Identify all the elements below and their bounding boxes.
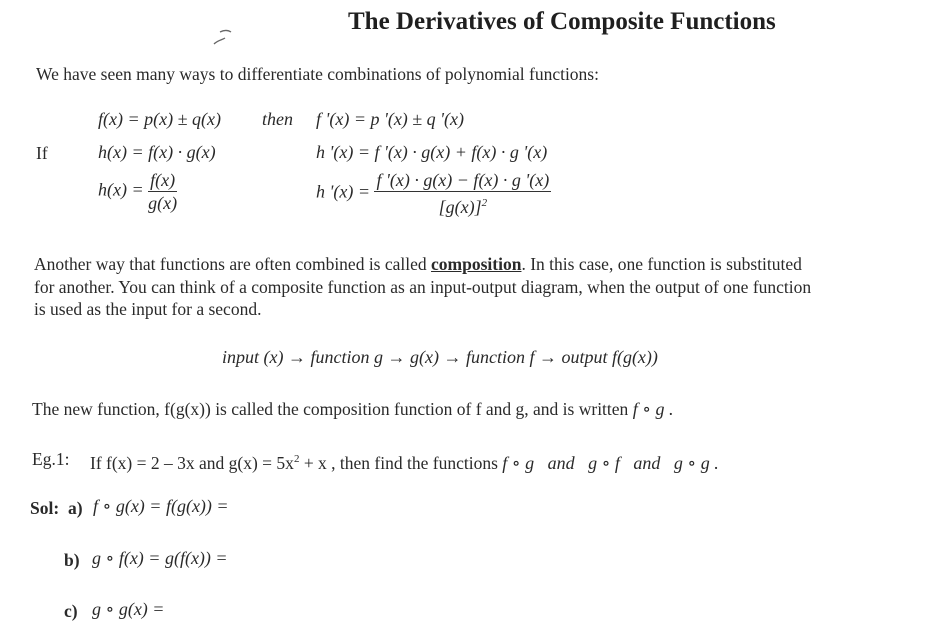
solution-part-c-letter: c) [64, 601, 78, 621]
new-function-description: The new function, f(g(x)) is called the composition function of f and g, and is written [32, 399, 633, 419]
rule-sum-derivative: f '(x) = p '(x) ± q '(x) [316, 109, 465, 129]
quotient-deriv-den-exponent: 2 [481, 197, 488, 209]
solution-part-b-letter: b) [64, 550, 80, 570]
rule-then-connector: then [262, 109, 293, 129]
rules-if-label: If [36, 143, 48, 163]
rule-product-derivative: h '(x) = f '(x) · g(x) + f(x) · g '(x) [316, 142, 548, 162]
rule-quotient-given [98, 170, 177, 213]
example-text-a: If f(x) = 2 – 3x and g(x) = 5x [90, 452, 294, 473]
quotient-given-lhs: h(x) = [98, 179, 144, 200]
composition-term: composition [431, 254, 522, 274]
composition-intro-text: Another way that functions are often combined is called [34, 254, 432, 274]
page-title: The Derivatives of Composite Functions [348, 8, 776, 35]
quotient-deriv-denominator [439, 192, 488, 217]
quotient-deriv-den-base: [g(x)] [438, 197, 482, 217]
composition-line-1 [34, 253, 802, 276]
solution-part-c-expr: g ∘ g(x) = [92, 599, 165, 619]
example-statement [90, 448, 719, 475]
solution-label: Sol: [30, 498, 60, 518]
rule-quotient-derivative [316, 170, 551, 217]
rule-product-given: h(x) = f(x) · g(x) [98, 142, 216, 162]
rule-sum-given: f(x) = p(x) ± q(x) [98, 109, 221, 129]
quotient-given-fraction [148, 170, 177, 213]
input-output-diagram: input (x) → function g → g(x) → function f → output f(g(x)) [222, 347, 658, 367]
quotient-deriv-numerator: f '(x) · g(x) − f(x) · g '(x) [376, 170, 550, 190]
composition-line-2: for another. You can think of a composite function as an input-output diagram, when the output of one function [34, 277, 812, 297]
composition-notation: f ∘ g . [632, 399, 674, 419]
example-text-b: + x , then find the functions [299, 452, 503, 473]
quotient-deriv-lhs: h '(x) = [316, 181, 370, 202]
solution-part-b-expr: g ∘ f(x) = g(f(x)) = [92, 548, 228, 568]
solution-part-a-expr: f ∘ g(x) = f(g(x)) = [93, 496, 229, 516]
composition-line-3: is used as the input for a second. [34, 299, 262, 319]
composition-line-1-tail: . In this case, one function is substituted [521, 254, 802, 274]
solution-part-a-letter: a) [68, 498, 83, 518]
pen-scribble-mark [210, 24, 236, 50]
new-function-text [32, 398, 674, 421]
example-label: Eg.1: [32, 449, 70, 469]
quotient-given-denominator: g(x) [148, 193, 178, 213]
intro-text: We have seen many ways to differentiate combinations of polynomial functions: [36, 64, 599, 84]
example-functions: f ∘ g and g ∘ f and g ∘ g . [502, 452, 719, 473]
quotient-deriv-fraction [374, 170, 551, 217]
example-exponent: 2 [293, 453, 300, 465]
quotient-given-numerator: f(x) [150, 170, 176, 190]
